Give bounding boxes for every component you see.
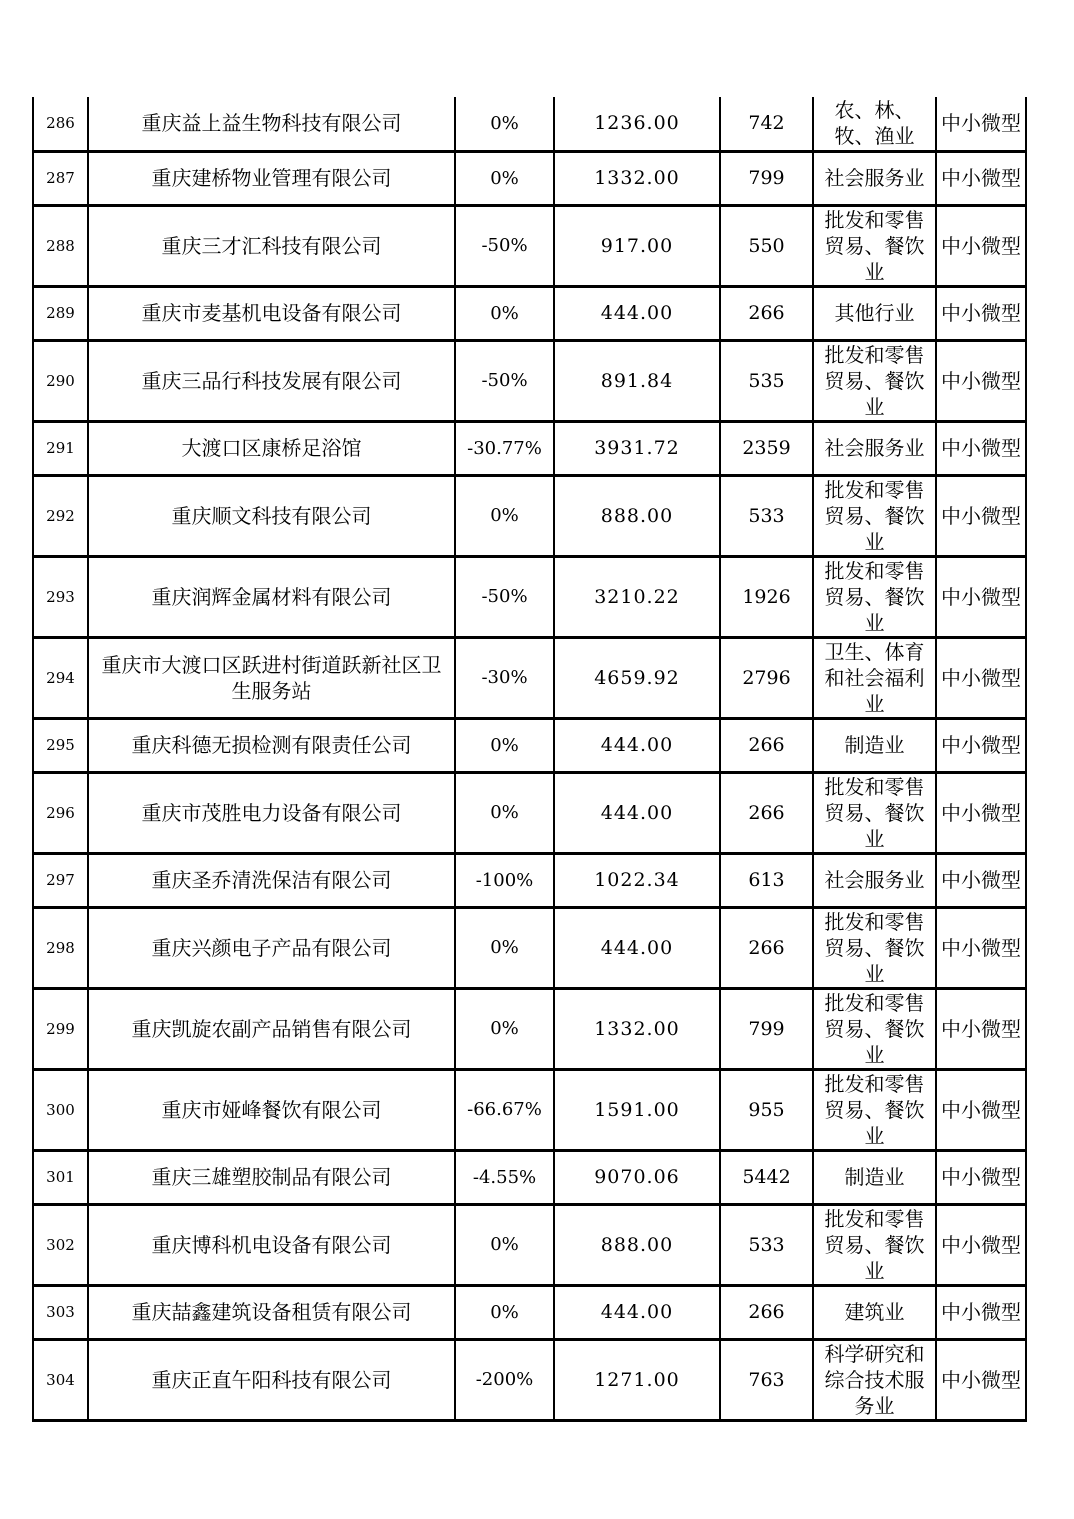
rate-value: 0% <box>455 97 554 151</box>
amount-value: 1591.00 <box>554 1069 720 1150</box>
industry-value: 社会服务业 <box>813 421 936 475</box>
table-row <box>33 286 1026 340</box>
table-row <box>33 772 1026 853</box>
table-row <box>33 988 1026 1069</box>
amount-value: 444.00 <box>554 1285 720 1339</box>
industry-value: 批发和零售贸易、餐饮业 <box>813 340 936 421</box>
industry-value: 批发和零售贸易、餐饮业 <box>813 556 936 637</box>
company-name: 重庆建桥物业管理有限公司 <box>88 151 455 205</box>
industry-value: 批发和零售贸易、餐饮业 <box>813 205 936 286</box>
industry-value: 批发和零售贸易、餐饮业 <box>813 1069 936 1150</box>
enterprise-type: 中小微型 <box>936 1069 1026 1150</box>
table-row <box>33 556 1026 637</box>
table-row <box>33 475 1026 556</box>
company-name: 重庆润辉金属材料有限公司 <box>88 556 455 637</box>
rate-value: 0% <box>455 1285 554 1339</box>
enterprise-type: 中小微型 <box>936 637 1026 718</box>
rate-value: -30% <box>455 637 554 718</box>
enterprise-type: 中小微型 <box>936 421 1026 475</box>
rate-value: 0% <box>455 718 554 772</box>
company-name: 重庆正直午阳科技有限公司 <box>88 1339 455 1420</box>
rate-value: 0% <box>455 772 554 853</box>
amount-value: 1271.00 <box>554 1339 720 1420</box>
count-value: 2796 <box>720 637 813 718</box>
count-value: 1926 <box>720 556 813 637</box>
row-number: 304 <box>33 1339 88 1420</box>
company-name: 重庆益上益生物科技有限公司 <box>88 97 455 151</box>
count-value: 5442 <box>720 1150 813 1204</box>
amount-value: 1332.00 <box>554 151 720 205</box>
table-row <box>33 97 1026 151</box>
row-number: 294 <box>33 637 88 718</box>
amount-value: 888.00 <box>554 475 720 556</box>
table-row <box>33 637 1026 718</box>
enterprise-type: 中小微型 <box>936 556 1026 637</box>
rate-value: 0% <box>455 907 554 988</box>
row-number: 292 <box>33 475 88 556</box>
enterprise-type: 中小微型 <box>936 97 1026 151</box>
row-number: 303 <box>33 1285 88 1339</box>
count-value: 799 <box>720 988 813 1069</box>
enterprise-type: 中小微型 <box>936 151 1026 205</box>
count-value: 2359 <box>720 421 813 475</box>
row-number: 301 <box>33 1150 88 1204</box>
table-row <box>33 151 1026 205</box>
row-number: 287 <box>33 151 88 205</box>
count-value: 533 <box>720 475 813 556</box>
row-number: 297 <box>33 853 88 907</box>
enterprise-type: 中小微型 <box>936 853 1026 907</box>
enterprise-type: 中小微型 <box>936 1339 1026 1420</box>
enterprise-type: 中小微型 <box>936 988 1026 1069</box>
enterprise-type: 中小微型 <box>936 205 1026 286</box>
industry-value: 卫生、体育和社会福利业 <box>813 637 936 718</box>
industry-value: 社会服务业 <box>813 853 936 907</box>
rate-value: -50% <box>455 205 554 286</box>
amount-value: 9070.06 <box>554 1150 720 1204</box>
table-row <box>33 1150 1026 1204</box>
amount-value: 917.00 <box>554 205 720 286</box>
count-value: 955 <box>720 1069 813 1150</box>
count-value: 742 <box>720 97 813 151</box>
industry-value: 制造业 <box>813 718 936 772</box>
industry-value: 制造业 <box>813 1150 936 1204</box>
rate-value: -100% <box>455 853 554 907</box>
amount-value: 888.00 <box>554 1204 720 1285</box>
enterprise-type: 中小微型 <box>936 475 1026 556</box>
rate-value: -4.55% <box>455 1150 554 1204</box>
company-name: 重庆三品行科技发展有限公司 <box>88 340 455 421</box>
row-number: 293 <box>33 556 88 637</box>
amount-value: 1022.34 <box>554 853 720 907</box>
enterprise-type: 中小微型 <box>936 772 1026 853</box>
table-row <box>33 421 1026 475</box>
enterprise-type: 中小微型 <box>936 1285 1026 1339</box>
amount-value: 3210.22 <box>554 556 720 637</box>
enterprise-type: 中小微型 <box>936 907 1026 988</box>
company-name: 重庆市娅峰餐饮有限公司 <box>88 1069 455 1150</box>
table-row <box>33 1069 1026 1150</box>
rate-value: -50% <box>455 340 554 421</box>
row-number: 298 <box>33 907 88 988</box>
industry-value: 批发和零售贸易、餐饮业 <box>813 907 936 988</box>
amount-value: 444.00 <box>554 718 720 772</box>
table-row <box>33 205 1026 286</box>
table-row <box>33 907 1026 988</box>
row-number: 295 <box>33 718 88 772</box>
company-name: 重庆博科机电设备有限公司 <box>88 1204 455 1285</box>
table-row <box>33 1285 1026 1339</box>
industry-value: 批发和零售贸易、餐饮业 <box>813 1204 936 1285</box>
rate-value: -200% <box>455 1339 554 1420</box>
company-name: 重庆凯旋农副产品销售有限公司 <box>88 988 455 1069</box>
company-name: 重庆市茂胜电力设备有限公司 <box>88 772 455 853</box>
industry-value: 社会服务业 <box>813 151 936 205</box>
rate-value: -30.77% <box>455 421 554 475</box>
rate-value: 0% <box>455 475 554 556</box>
amount-value: 4659.92 <box>554 637 720 718</box>
count-value: 266 <box>720 1285 813 1339</box>
row-number: 299 <box>33 988 88 1069</box>
count-value: 550 <box>720 205 813 286</box>
table-row <box>33 1339 1026 1420</box>
industry-value: 科学研究和综合技术服务业 <box>813 1339 936 1420</box>
amount-value: 444.00 <box>554 907 720 988</box>
count-value: 613 <box>720 853 813 907</box>
company-name: 重庆三雄塑胶制品有限公司 <box>88 1150 455 1204</box>
company-table <box>32 97 1027 1422</box>
company-name: 重庆科德无损检测有限责任公司 <box>88 718 455 772</box>
table-row <box>33 718 1026 772</box>
company-name: 重庆顺文科技有限公司 <box>88 475 455 556</box>
amount-value: 1236.00 <box>554 97 720 151</box>
row-number: 286 <box>33 97 88 151</box>
company-name: 大渡口区康桥足浴馆 <box>88 421 455 475</box>
industry-value: 建筑业 <box>813 1285 936 1339</box>
row-number: 289 <box>33 286 88 340</box>
rate-value: 0% <box>455 151 554 205</box>
amount-value: 891.84 <box>554 340 720 421</box>
enterprise-type: 中小微型 <box>936 718 1026 772</box>
table-row <box>33 1204 1026 1285</box>
amount-value: 1332.00 <box>554 988 720 1069</box>
amount-value: 444.00 <box>554 286 720 340</box>
count-value: 799 <box>720 151 813 205</box>
industry-value: 批发和零售贸易、餐饮业 <box>813 772 936 853</box>
row-number: 291 <box>33 421 88 475</box>
company-name: 重庆兴颜电子产品有限公司 <box>88 907 455 988</box>
count-value: 266 <box>720 907 813 988</box>
count-value: 763 <box>720 1339 813 1420</box>
enterprise-type: 中小微型 <box>936 340 1026 421</box>
count-value: 266 <box>720 718 813 772</box>
rate-value: 0% <box>455 286 554 340</box>
industry-value: 批发和零售贸易、餐饮业 <box>813 475 936 556</box>
count-value: 535 <box>720 340 813 421</box>
company-name: 重庆市麦基机电设备有限公司 <box>88 286 455 340</box>
count-value: 266 <box>720 286 813 340</box>
rate-value: 0% <box>455 988 554 1069</box>
table-body <box>33 97 1026 1420</box>
row-number: 302 <box>33 1204 88 1285</box>
count-value: 533 <box>720 1204 813 1285</box>
rate-value: -50% <box>455 556 554 637</box>
amount-value: 3931.72 <box>554 421 720 475</box>
table-row <box>33 340 1026 421</box>
amount-value: 444.00 <box>554 772 720 853</box>
industry-value: 批发和零售贸易、餐饮业 <box>813 988 936 1069</box>
row-number: 296 <box>33 772 88 853</box>
company-name: 重庆三才汇科技有限公司 <box>88 205 455 286</box>
enterprise-type: 中小微型 <box>936 286 1026 340</box>
company-name: 重庆市大渡口区跃进村街道跃新社区卫生服务站 <box>88 637 455 718</box>
enterprise-type: 中小微型 <box>936 1204 1026 1285</box>
rate-value: 0% <box>455 1204 554 1285</box>
company-name: 重庆圣乔清洗保洁有限公司 <box>88 853 455 907</box>
company-name: 重庆喆鑫建筑设备租赁有限公司 <box>88 1285 455 1339</box>
row-number: 300 <box>33 1069 88 1150</box>
row-number: 288 <box>33 205 88 286</box>
count-value: 266 <box>720 772 813 853</box>
industry-value: 农、林、牧、渔业 <box>813 97 936 151</box>
industry-value: 其他行业 <box>813 286 936 340</box>
enterprise-type: 中小微型 <box>936 1150 1026 1204</box>
rate-value: -66.67% <box>455 1069 554 1150</box>
row-number: 290 <box>33 340 88 421</box>
table-row <box>33 853 1026 907</box>
